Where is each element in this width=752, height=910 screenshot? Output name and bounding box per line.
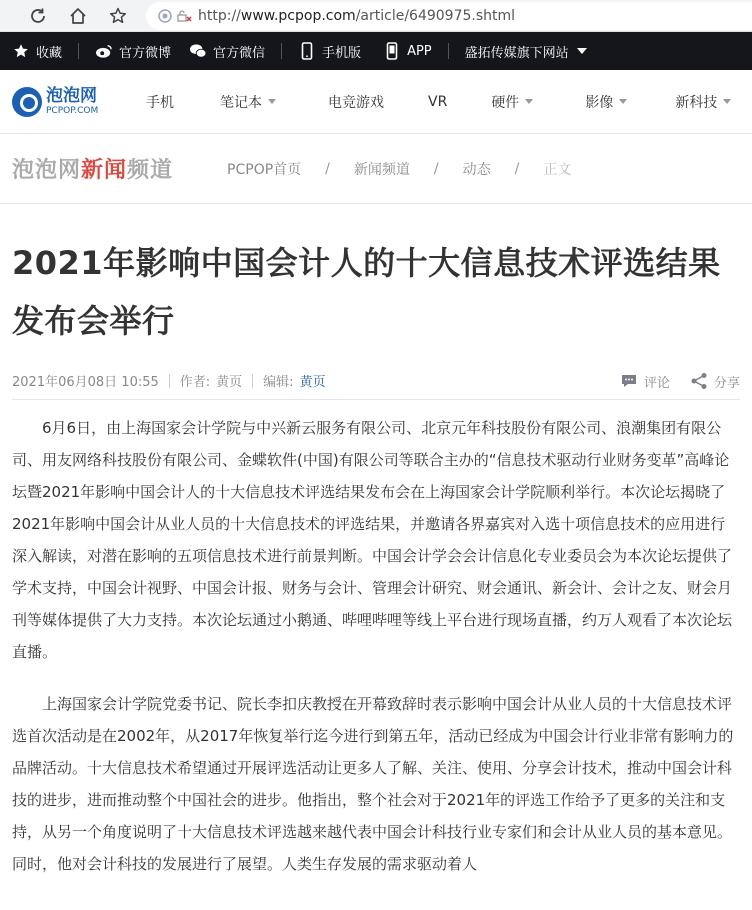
channel-header: [0, 134, 752, 204]
breadcrumb-separator: /: [514, 160, 520, 177]
weibo-label: 官方微博: [119, 45, 172, 61]
logo-domain: PCPOP.COM: [46, 105, 99, 116]
browser-toolbar: [0, 0, 752, 32]
app-link[interactable]: [383, 32, 432, 70]
wechat-link[interactable]: [189, 32, 265, 70]
menu-item-hardware[interactable]: [491, 92, 533, 112]
article-title: 2021年影响中国会计人的十大信息技术评选结果发布会举行: [12, 244, 721, 340]
comment-icon: [620, 373, 638, 389]
star-icon: [12, 42, 30, 60]
menu-item-imaging[interactable]: [585, 92, 627, 112]
menu-item-vr[interactable]: [428, 94, 447, 110]
publish-date: 2021年06月08日 10:55: [12, 375, 159, 390]
editor-name[interactable]: 黄页: [299, 375, 326, 390]
comment-label: 评论: [643, 375, 670, 391]
menu-label: 电竞游戏: [328, 94, 384, 111]
logo-name: 泡泡网: [46, 85, 97, 106]
network-sites-label: 盛拓传媒旗下网站: [464, 45, 569, 61]
channel-title-prefix: 泡泡网: [12, 158, 82, 183]
chevron-down-icon: [577, 48, 587, 54]
menu-item-phone[interactable]: [146, 92, 174, 112]
logo-mark-icon: [12, 87, 42, 117]
author-name[interactable]: 黄页: [216, 375, 243, 390]
author-label: 作者:: [179, 375, 211, 390]
app-icon: [383, 42, 401, 60]
site-info-icon[interactable]: [158, 9, 192, 23]
channel-title-highlight: 新闻: [81, 158, 128, 183]
menu-item-newtech[interactable]: [675, 92, 731, 112]
breadcrumb-news[interactable]: 新闻频道: [353, 161, 410, 178]
chevron-down-icon: [268, 99, 276, 104]
reload-icon[interactable]: [26, 4, 50, 28]
share-icon: [690, 372, 708, 390]
menu-label: VR: [428, 93, 448, 110]
menu-label: 手机: [146, 94, 174, 111]
url-scheme: http://: [198, 7, 241, 24]
share-button[interactable]: [690, 372, 740, 391]
chevron-down-icon: [619, 99, 627, 104]
menu-label: 影像: [585, 94, 614, 111]
menu-item-laptop[interactable]: [220, 92, 276, 112]
article-paragraph: 上海国家会计学院党委书记、院长李扣庆教授在开幕致辞时表示影响中国会计从业人员的十大信息技术评选首次活动是在2002年，从2017年恢复举行迄今进行到第五年，活动已经成为中国会计行业非常有影响力的品牌活动。十大信息技术希望通过开展评选活动让更多人了解、关注、使用、分享会计技术，推动中国会计科技的进步，进而推动整个中国社会的进步。他指出，整个社会对于2021年的评选工作给予了更多的关注和支持，从另一个角度说明了十大信息技术评选越来越代表中国会计科技行业专家们和会计从业人员的基本意见。同时，他对会计科技的发展进行了展望。人类生存发展的需求驱动着人: [12, 695, 734, 873]
main-nav: [0, 70, 752, 134]
menu-label: 硬件: [491, 94, 520, 111]
article: [0, 234, 752, 880]
breadcrumb-separator: /: [325, 160, 330, 177]
menu-item-esports[interactable]: [328, 92, 384, 112]
url-path: /article/6490975.shtml: [355, 7, 516, 24]
comment-button[interactable]: [620, 372, 670, 391]
chevron-down-icon: [525, 99, 533, 104]
app-label: APP: [407, 43, 432, 59]
divider: [252, 374, 253, 388]
bookmark-star-icon[interactable]: [106, 4, 130, 28]
breadcrumb-home[interactable]: PCPOP首页: [227, 161, 302, 178]
article-meta: [12, 362, 740, 400]
breadcrumb-current: 正文: [543, 161, 572, 178]
menu-label: 新科技: [675, 94, 718, 111]
article-body: [12, 412, 740, 880]
site-top-bar: [0, 32, 752, 70]
wechat-label: 官方微信: [213, 45, 266, 61]
divider: [281, 43, 282, 59]
divider: [78, 43, 79, 59]
article-paragraph: 6月6日，由上海国家会计学院与中兴新云服务有限公司、北京元年科技股份有限公司、浪潮集团有限公司、用友网络科技股份有限公司、金蝶软件(中国)有限公司等联合主办的“信息技术驱动行业财务变革”高峰论坛暨2021年影响中国会计人的十大信息技术评选结果发布会在上海国家会计学院顺利举行。本次论坛揭晓了2021年影响中国会计从业人员的十大信息技术的评选结果，并邀请各界嘉宾对入选十项信息技术的应用进行深入解读，对潜在影响的五项信息技术进行前景判断。中国会计学会会计信息化专业委员会为本次论坛提供了学术支持，中国会计视野、中国会计报、财务与会计、管理会计研究、财会通讯、新会计、会计之友、财会月刊等媒体提供了大力支持。本次论坛通过小鹅通、哔哩哔哩等线上平台进行现场直播，约万人观看了本次论坛直播。: [12, 419, 733, 661]
mobile-label: 手机版: [322, 45, 362, 61]
menu: [122, 92, 731, 112]
article-actions: [600, 362, 740, 400]
divider: [169, 374, 170, 388]
home-icon[interactable]: [66, 4, 90, 28]
weibo-icon: [95, 42, 113, 60]
mobile-icon: [298, 42, 316, 60]
wechat-icon: [189, 42, 207, 60]
weibo-link[interactable]: [95, 32, 171, 70]
chevron-down-icon: [723, 99, 731, 104]
breadcrumb-separator: /: [433, 160, 439, 177]
channel-title-suffix: 频道: [127, 158, 174, 183]
mobile-link[interactable]: [298, 32, 361, 70]
share-label: 分享: [713, 375, 740, 391]
site-logo[interactable]: [12, 87, 122, 117]
channel-title[interactable]: [12, 153, 173, 184]
editor-label: 编辑:: [263, 375, 294, 390]
breadcrumb-dynamic[interactable]: 动态: [462, 161, 491, 178]
favorite-link[interactable]: [12, 32, 62, 70]
menu-label: 笔记本: [220, 94, 262, 111]
url-host: www.pcpop.com: [240, 7, 356, 24]
address-bar[interactable]: [146, 2, 752, 30]
favorite-label: 收藏: [36, 45, 63, 61]
breadcrumb: [227, 159, 571, 179]
divider: [448, 43, 449, 59]
network-sites-dropdown[interactable]: [465, 32, 587, 70]
